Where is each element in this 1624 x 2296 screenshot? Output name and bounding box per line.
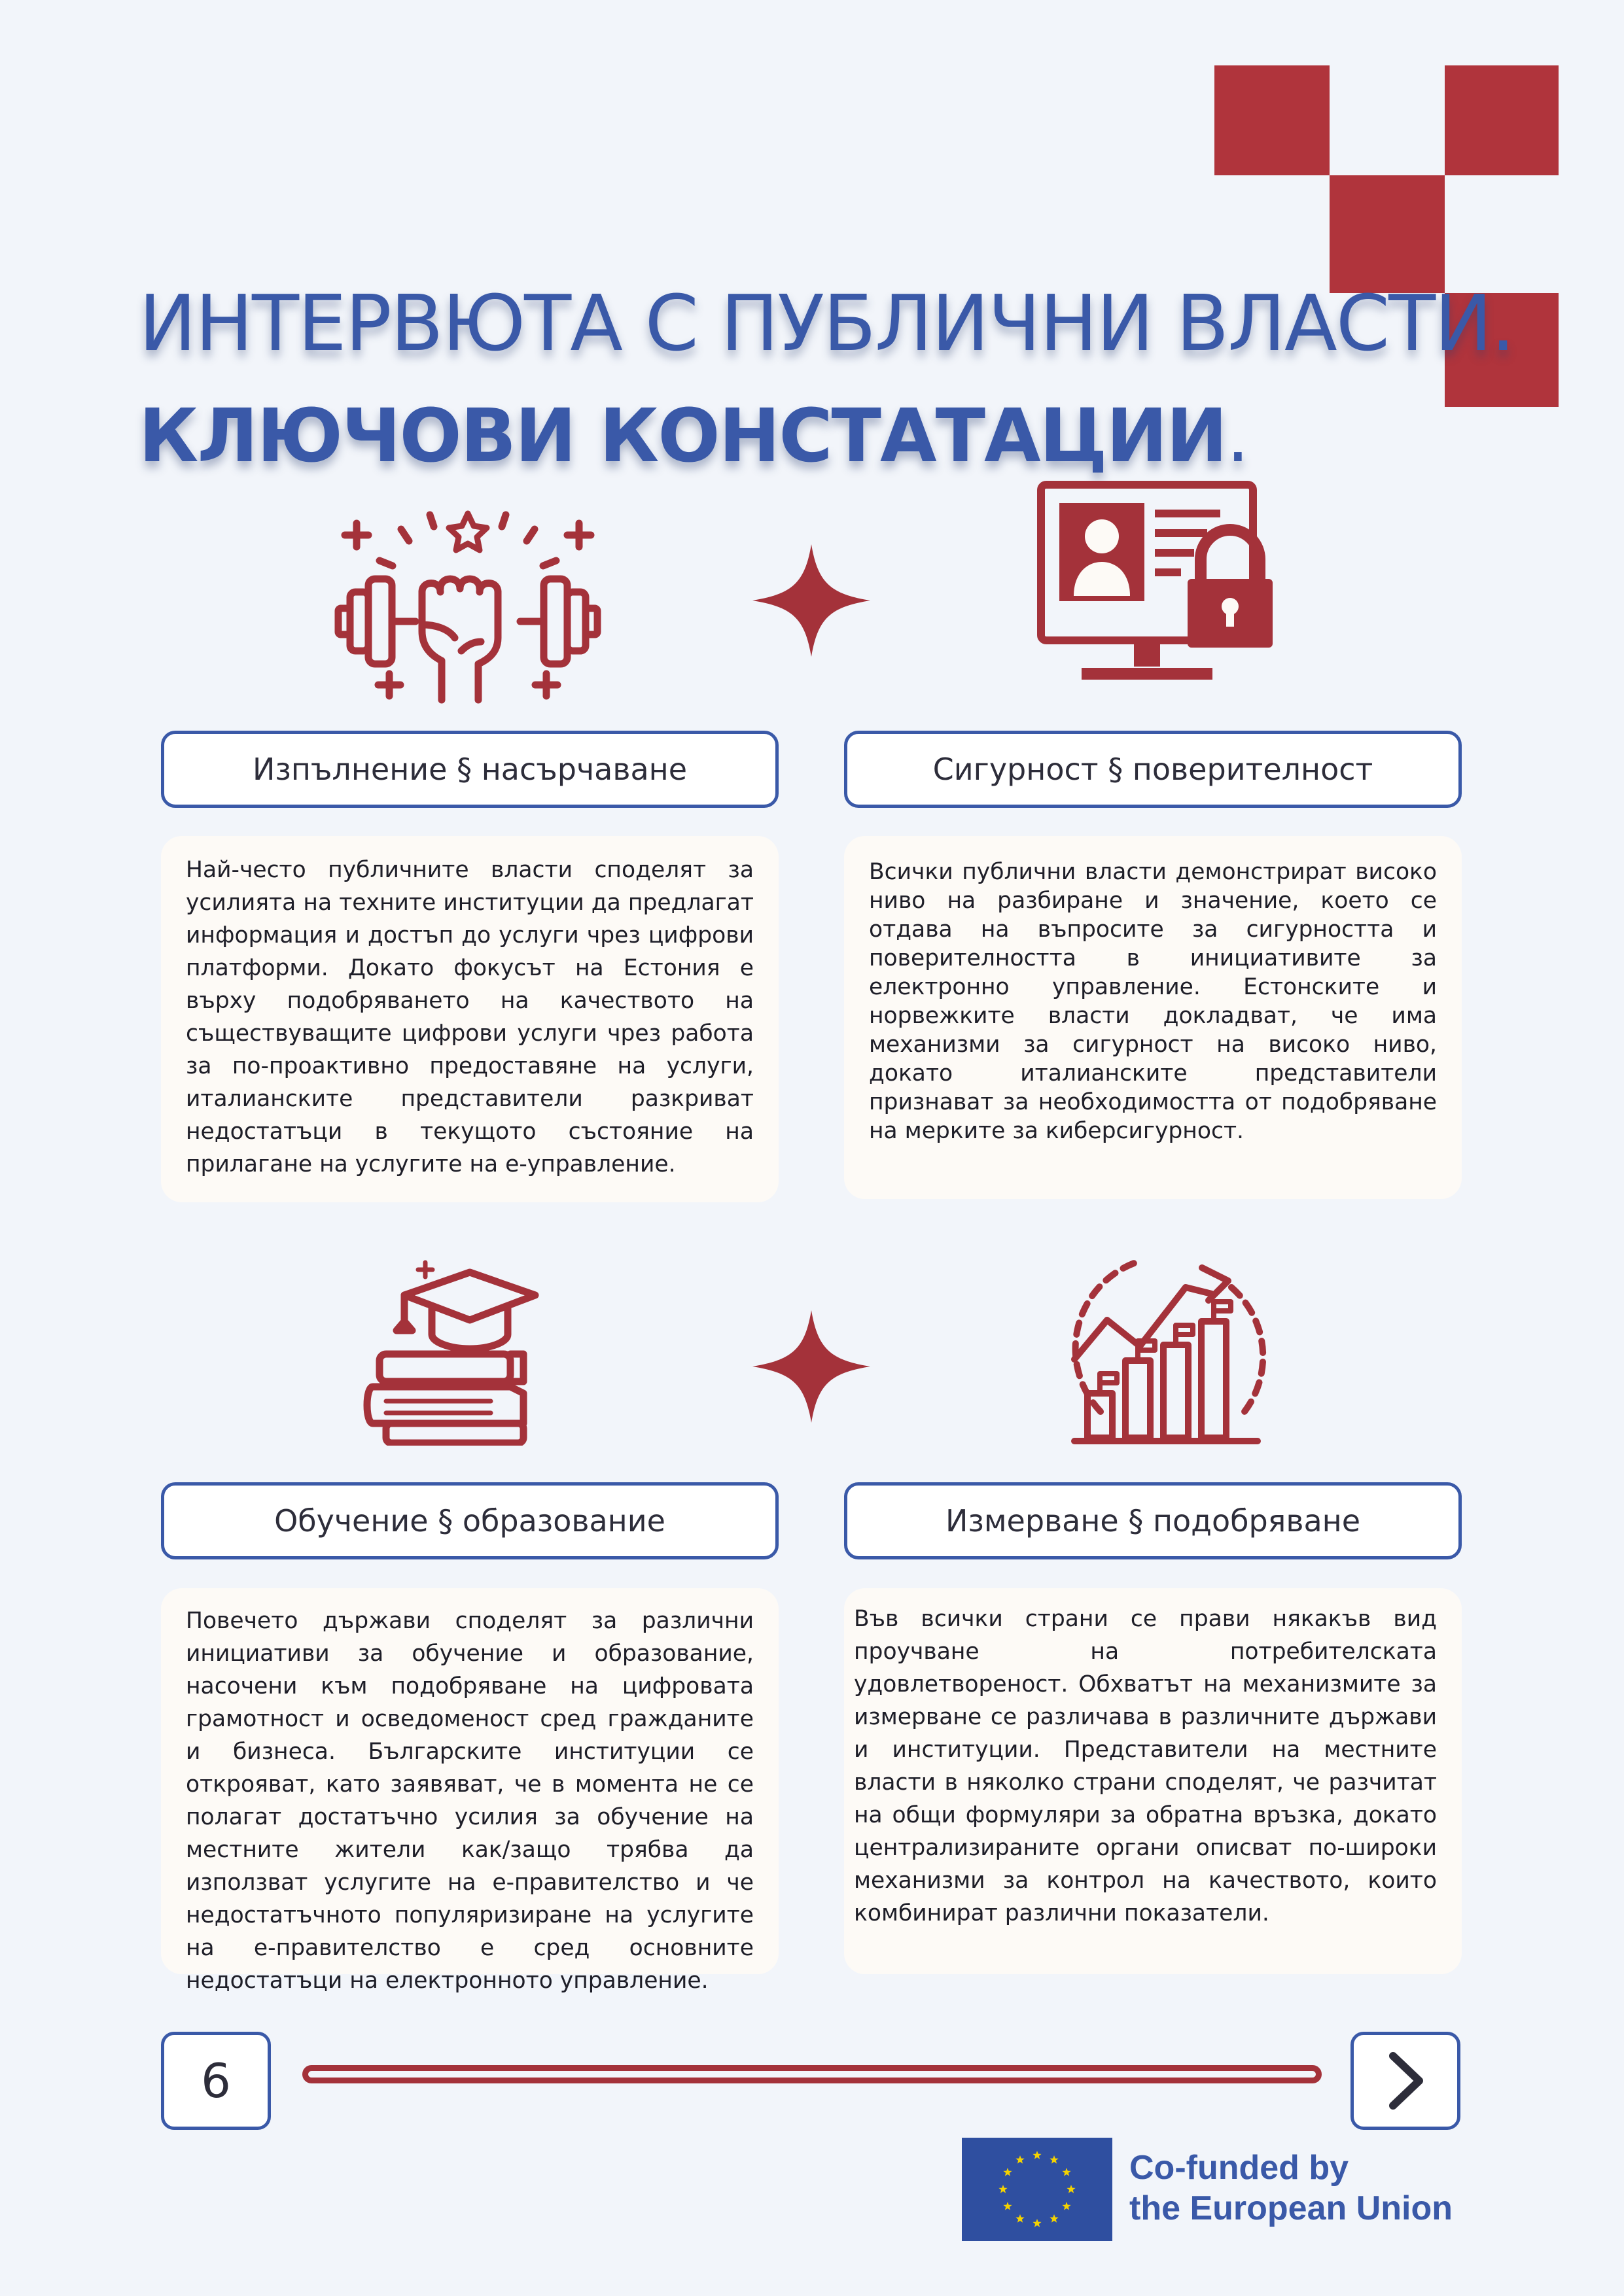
section-header-training-label: Обучение § образование bbox=[274, 1503, 665, 1539]
eu-star-icon bbox=[1003, 2202, 1012, 2210]
eu-star-icon bbox=[1062, 2202, 1070, 2210]
section-header-measurement bbox=[844, 1482, 1462, 1559]
eu-star-icon bbox=[1015, 2155, 1024, 2164]
section-card-measurement bbox=[844, 1588, 1462, 1974]
next-page-button[interactable] bbox=[1350, 2032, 1460, 2130]
diamond-star-icon-bottom bbox=[752, 1310, 870, 1423]
graduation-books-icon bbox=[360, 1249, 556, 1446]
eu-star-icon bbox=[998, 2185, 1007, 2193]
eu-star-icon bbox=[1015, 2214, 1024, 2223]
eu-star-icon bbox=[1033, 2151, 1041, 2159]
decor-square-2 bbox=[1330, 175, 1445, 293]
section-card-training bbox=[161, 1588, 779, 1994]
growth-chart-icon bbox=[1061, 1248, 1271, 1451]
eu-star-icon bbox=[1050, 2214, 1058, 2223]
eu-star-icon bbox=[1033, 2219, 1041, 2227]
diamond-star-icon-top bbox=[752, 544, 870, 657]
section-header-measurement-label: Измерване § подобряване bbox=[945, 1503, 1361, 1539]
decor-square-1 bbox=[1214, 65, 1330, 175]
page-title-line2 bbox=[139, 394, 1248, 479]
section-card-performance bbox=[161, 836, 779, 1202]
eu-star-icon bbox=[1003, 2168, 1012, 2176]
eu-star-icon bbox=[1067, 2185, 1075, 2193]
section-header-security bbox=[844, 731, 1462, 808]
page-number: 6 bbox=[201, 2053, 231, 2108]
page-title-line2-text: КЛЮЧОВИ КОНСТАТАЦИИ bbox=[139, 394, 1227, 479]
eu-star-icon bbox=[1050, 2155, 1058, 2164]
decor-square-3 bbox=[1445, 65, 1559, 175]
section-text-performance: Най-често публичните власти споделят за усилията на техните институции да предлагат информация и достъп до услуги чрез цифрови платформи. Докато фокусът на Естония е върху подобряването на качеството на съществуващите цифрови услуги чрез работа за по-проактивно предоставяне на услуги, италианските представители разкриват недостатъци в текущото състояние на прилагане на услугите на е-управление. bbox=[186, 857, 754, 1177]
eu-star-icon bbox=[1062, 2168, 1070, 2176]
section-card-security bbox=[844, 836, 1462, 1199]
eu-flag-logo bbox=[962, 2138, 1112, 2241]
section-text-training: Повечето държави споделят за различни инициативи за обучение и образование, насочени към подобряване на цифровата грамотност и осведоменост сред гражданите и бизнеса. Българските институции се открояват, като заявяват, че в момента не се полагат достатъчно усилия за обучение на местните жители как/защо трябва да използват услугите на е-правителство и че недостатъчното популяризиране на услугите на е-правителство е сред основните недостатъци на електронното управление. bbox=[186, 1608, 754, 1994]
page-number-box bbox=[161, 2032, 271, 2130]
eu-cofunded-line2: the European Union bbox=[1129, 2189, 1453, 2227]
page-title-line2-dot: . bbox=[1226, 394, 1248, 479]
section-header-performance-label: Изпълнение § насърчаване bbox=[252, 752, 688, 787]
secure-computer-lock-icon bbox=[1037, 481, 1292, 684]
section-header-training bbox=[161, 1482, 779, 1559]
eu-cofunded-line1: Co-funded by bbox=[1129, 2149, 1349, 2187]
section-header-security-label: Сигурност § поверителност bbox=[932, 752, 1373, 787]
page-title-line1: ИНТЕРВЮТА С ПУБЛИЧНИ ВЛАСТИ. bbox=[139, 278, 1514, 368]
chevron-right-icon bbox=[1354, 2035, 1457, 2127]
progress-track bbox=[302, 2065, 1322, 2083]
section-text-measurement: Във всички страни се прави някакъв вид проучване на потребителската удовлетвореност. Обхватът на механизмите за измерване се различава в различните държави и институции. Представители на местните власти в няколко страни споделят, че разчитат на общи формуляри за обратна връзка, докато централизираните органи описват по-широки механизми за контрол на качеството, които комбинират различни показатели. bbox=[854, 1606, 1437, 1926]
section-text-security: Всички публични власти демонстрират високо ниво на разбиране и значение, което се отдава на въпросите за сигурността и поверителността в инициативите за електронно управление. Естонските и норвежките власти докладват, че има механизми за сигурност на високо ниво, докато италианските представители признават за необходимостта от подобряване на мерките за киберсигурност. bbox=[869, 859, 1437, 1144]
section-header-performance bbox=[161, 731, 779, 808]
strength-fist-icon bbox=[330, 494, 605, 710]
